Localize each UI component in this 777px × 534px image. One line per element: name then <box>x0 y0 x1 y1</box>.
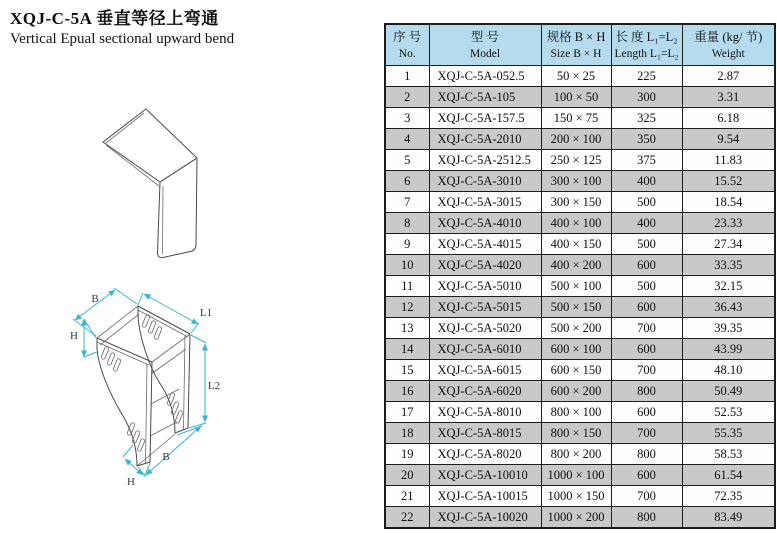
cell-size: 400 × 100 <box>541 213 611 234</box>
cell-length: 300 <box>611 87 682 108</box>
cell-length: 225 <box>611 66 682 87</box>
cell-model: XQJ-C-5A-3015 <box>429 192 541 213</box>
cell-weight: 43.99 <box>682 339 775 360</box>
cell-length: 800 <box>611 507 682 529</box>
dim-label-h-bottom: H <box>127 476 135 488</box>
cell-weight: 6.18 <box>682 108 775 129</box>
col-header-size-en: Size B × H <box>550 47 602 60</box>
cell-weight: 15.52 <box>682 171 775 192</box>
cell-length: 700 <box>611 318 682 339</box>
cell-weight: 83.49 <box>682 507 775 529</box>
col-header-size <box>541 24 611 66</box>
cell-no: 21 <box>385 486 429 507</box>
cell-size: 1000 × 100 <box>541 465 611 486</box>
cell-length: 600 <box>611 297 682 318</box>
cell-length: 600 <box>611 465 682 486</box>
dim-label-h-top: H <box>70 330 78 342</box>
cell-size: 50 × 25 <box>541 66 611 87</box>
cell-length: 350 <box>611 129 682 150</box>
cell-size: 250 × 125 <box>541 150 611 171</box>
table-row <box>385 276 775 297</box>
cell-no: 15 <box>385 360 429 381</box>
cell-model: XQJ-C-5A-8020 <box>429 444 541 465</box>
cell-no: 1 <box>385 66 429 87</box>
cell-no: 12 <box>385 297 429 318</box>
cell-weight: 52.53 <box>682 402 775 423</box>
cell-model: XQJ-C-5A-4015 <box>429 234 541 255</box>
cell-weight: 11.83 <box>682 150 775 171</box>
cell-model: XQJ-C-5A-4010 <box>429 213 541 234</box>
cell-no: 10 <box>385 255 429 276</box>
cell-size: 400 × 200 <box>541 255 611 276</box>
table-row <box>385 444 775 465</box>
col-header-length-en: Length L₁=L₂ <box>614 47 679 60</box>
cell-length: 400 <box>611 171 682 192</box>
cell-weight: 3.31 <box>682 87 775 108</box>
cell-model: XQJ-C-5A-8015 <box>429 423 541 444</box>
table-row <box>385 486 775 507</box>
cell-size: 150 × 75 <box>541 108 611 129</box>
cell-weight: 33.35 <box>682 255 775 276</box>
cell-length: 700 <box>611 360 682 381</box>
page-title: XQJ-C-5A 垂直等径上弯通 <box>10 9 219 28</box>
cell-model: XQJ-C-5A-052.5 <box>429 66 541 87</box>
cell-model: XQJ-C-5A-3010 <box>429 171 541 192</box>
spec-table-header <box>385 24 775 66</box>
cell-length: 700 <box>611 486 682 507</box>
col-header-no <box>385 24 429 66</box>
cell-no: 9 <box>385 234 429 255</box>
table-row <box>385 318 775 339</box>
cell-model: XQJ-C-5A-6020 <box>429 381 541 402</box>
table-row <box>385 150 775 171</box>
cell-no: 4 <box>385 129 429 150</box>
cell-model: XQJ-C-5A-10015 <box>429 486 541 507</box>
cell-model: XQJ-C-5A-10010 <box>429 465 541 486</box>
cell-model: XQJ-C-5A-157.5 <box>429 108 541 129</box>
cell-model: XQJ-C-5A-2512.5 <box>429 150 541 171</box>
cell-weight: 39.35 <box>682 318 775 339</box>
cell-model: XQJ-C-5A-105 <box>429 87 541 108</box>
col-header-size-cn: 规格 B × H <box>546 30 606 45</box>
cell-no: 13 <box>385 318 429 339</box>
col-header-length <box>611 24 682 66</box>
table-row <box>385 234 775 255</box>
col-header-no-en: No. <box>398 47 416 60</box>
cell-model: XQJ-C-5A-2010 <box>429 129 541 150</box>
cell-length: 600 <box>611 402 682 423</box>
col-header-model <box>429 24 541 66</box>
cell-weight: 58.53 <box>682 444 775 465</box>
cell-weight: 9.54 <box>682 129 775 150</box>
cell-length: 400 <box>611 213 682 234</box>
table-row <box>385 423 775 444</box>
cell-weight: 61.54 <box>682 465 775 486</box>
dim-label-l2: L2 <box>207 380 221 392</box>
cell-weight: 32.15 <box>682 276 775 297</box>
dim-label-b-top: B <box>91 293 99 305</box>
cell-no: 11 <box>385 276 429 297</box>
web-lines <box>97 306 190 466</box>
dimension-lines <box>73 288 206 477</box>
cell-size: 400 × 150 <box>541 234 611 255</box>
cell-model: XQJ-C-5A-10020 <box>429 507 541 529</box>
col-header-weight-cn: 重量 (kg/ 节) <box>694 30 763 45</box>
table-row <box>385 255 775 276</box>
cell-length: 500 <box>611 276 682 297</box>
cell-length: 600 <box>611 255 682 276</box>
table-row <box>385 297 775 318</box>
cell-model: XQJ-C-5A-6015 <box>429 360 541 381</box>
table-row <box>385 87 775 108</box>
cell-length: 800 <box>611 444 682 465</box>
table-row <box>385 171 775 192</box>
cell-length: 700 <box>611 423 682 444</box>
cell-size: 1000 × 200 <box>541 507 611 529</box>
cell-length: 600 <box>611 339 682 360</box>
cell-size: 300 × 100 <box>541 171 611 192</box>
cell-length: 500 <box>611 192 682 213</box>
table-row <box>385 339 775 360</box>
table-row <box>385 360 775 381</box>
cell-length: 800 <box>611 381 682 402</box>
spec-table <box>384 23 776 529</box>
cell-model: XQJ-C-5A-8010 <box>429 402 541 423</box>
cell-size: 500 × 200 <box>541 318 611 339</box>
far-side-rail <box>138 306 190 433</box>
cell-no: 3 <box>385 108 429 129</box>
col-header-weight <box>682 24 775 66</box>
table-row <box>385 213 775 234</box>
table-row <box>385 381 775 402</box>
cell-model: XQJ-C-5A-5010 <box>429 276 541 297</box>
near-side-rail <box>97 338 152 466</box>
cell-model: XQJ-C-5A-5015 <box>429 297 541 318</box>
cell-no: 20 <box>385 465 429 486</box>
cell-model: XQJ-C-5A-5020 <box>429 318 541 339</box>
cell-size: 600 × 100 <box>541 339 611 360</box>
cell-no: 22 <box>385 507 429 529</box>
cell-weight: 72.35 <box>682 486 775 507</box>
col-header-no-cn: 序 号 <box>393 30 422 45</box>
spec-table-body <box>385 66 775 529</box>
cell-model: XQJ-C-5A-6010 <box>429 339 541 360</box>
cell-size: 500 × 150 <box>541 297 611 318</box>
table-row <box>385 402 775 423</box>
cell-size: 600 × 150 <box>541 360 611 381</box>
cell-no: 16 <box>385 381 429 402</box>
cell-no: 6 <box>385 171 429 192</box>
cell-no: 5 <box>385 150 429 171</box>
cell-weight: 48.10 <box>682 360 775 381</box>
table-row <box>385 108 775 129</box>
cell-length: 325 <box>611 108 682 129</box>
dim-label-b-bottom: B <box>162 451 170 463</box>
title-block <box>10 4 234 48</box>
page-subtitle: Vertical Epual sectional upward bend <box>10 31 235 47</box>
cell-length: 375 <box>611 150 682 171</box>
cell-size: 200 × 100 <box>541 129 611 150</box>
cell-no: 18 <box>385 423 429 444</box>
cell-size: 1000 × 150 <box>541 486 611 507</box>
cell-model: XQJ-C-5A-4020 <box>429 255 541 276</box>
cell-size: 100 × 50 <box>541 87 611 108</box>
cell-no: 19 <box>385 444 429 465</box>
bend-outline-sketch <box>85 95 215 275</box>
cell-size: 800 × 150 <box>541 423 611 444</box>
cell-size: 800 × 100 <box>541 402 611 423</box>
cell-no: 17 <box>385 402 429 423</box>
col-header-length-cn: 长 度 L₁=L₂ <box>615 30 678 45</box>
cell-no: 8 <box>385 213 429 234</box>
bend-dimension-drawing <box>40 278 310 528</box>
cell-weight: 18.54 <box>682 192 775 213</box>
col-header-weight-en: Weight <box>711 47 745 60</box>
cell-size: 800 × 200 <box>541 444 611 465</box>
cell-size: 600 × 200 <box>541 381 611 402</box>
cell-size: 500 × 100 <box>541 276 611 297</box>
table-row <box>385 465 775 486</box>
table-row <box>385 129 775 150</box>
cell-weight: 2.87 <box>682 66 775 87</box>
cell-length: 500 <box>611 234 682 255</box>
near-rail-slots <box>101 346 146 452</box>
cell-weight: 27.34 <box>682 234 775 255</box>
table-row <box>385 507 775 529</box>
cell-weight: 55.35 <box>682 423 775 444</box>
cell-weight: 23.33 <box>682 213 775 234</box>
col-header-model-en: Model <box>469 47 501 60</box>
cell-no: 7 <box>385 192 429 213</box>
table-row <box>385 66 775 87</box>
cell-weight: 36.43 <box>682 297 775 318</box>
table-row <box>385 192 775 213</box>
dim-label-l1: L1 <box>199 307 213 319</box>
cell-weight: 50.49 <box>682 381 775 402</box>
col-header-model-cn: 型 号 <box>470 30 500 45</box>
cell-no: 14 <box>385 339 429 360</box>
cell-size: 300 × 150 <box>541 192 611 213</box>
cell-no: 2 <box>385 87 429 108</box>
